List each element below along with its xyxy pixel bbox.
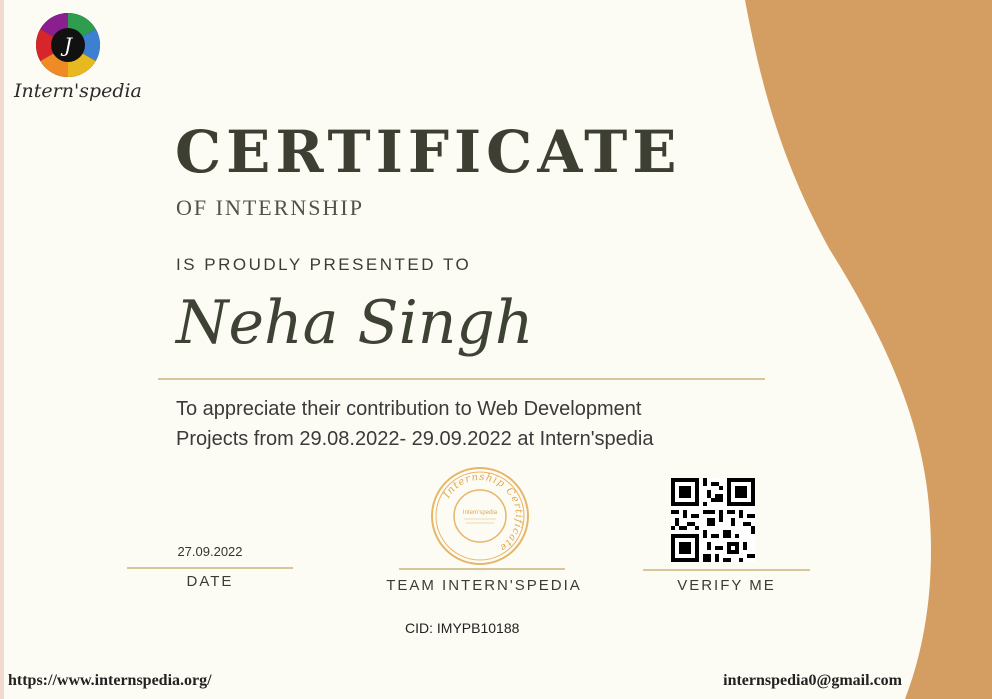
website-link[interactable]: https://www.internspedia.org/ <box>8 672 212 689</box>
verify-label: VERIFY ME <box>677 577 776 594</box>
certificate-seal-icon <box>430 466 530 566</box>
presented-to-text: IS PROUDLY PRESENTED TO <box>176 255 472 274</box>
internspedia-logo-icon <box>35 12 101 78</box>
description-line-1: To appreciate their contribution to Web Development <box>176 398 642 420</box>
team-signature-line <box>399 568 565 570</box>
contact-email[interactable]: internspedia0@gmail.com <box>723 672 902 689</box>
name-underline <box>158 378 765 380</box>
certificate-id: CID: IMYPB10188 <box>405 620 520 636</box>
description-line-2: Projects from 29.08.2022- 29.09.2022 at Intern'spedia <box>176 428 654 450</box>
recipient-name: Neha Singh <box>176 288 534 358</box>
svg-text:Internship Certificate: Internship Certificate <box>441 471 525 554</box>
certificate-description <box>176 394 776 454</box>
date-label: DATE <box>186 573 234 590</box>
date-line <box>127 567 293 569</box>
svg-text:J: J <box>63 33 73 57</box>
issue-date: 27.09.2022 <box>177 544 243 559</box>
verify-line <box>643 569 810 571</box>
certificate-title: CERTIFICATE <box>175 118 682 186</box>
brand-name: Intern'spedia <box>14 80 142 102</box>
certificate-subtitle: OF INTERNSHIP <box>176 195 364 220</box>
svg-text:Intern'spedia: Intern'spedia <box>462 510 498 516</box>
verification-qr-code[interactable] <box>670 478 756 562</box>
team-label: TEAM INTERN'SPEDIA <box>386 577 582 594</box>
